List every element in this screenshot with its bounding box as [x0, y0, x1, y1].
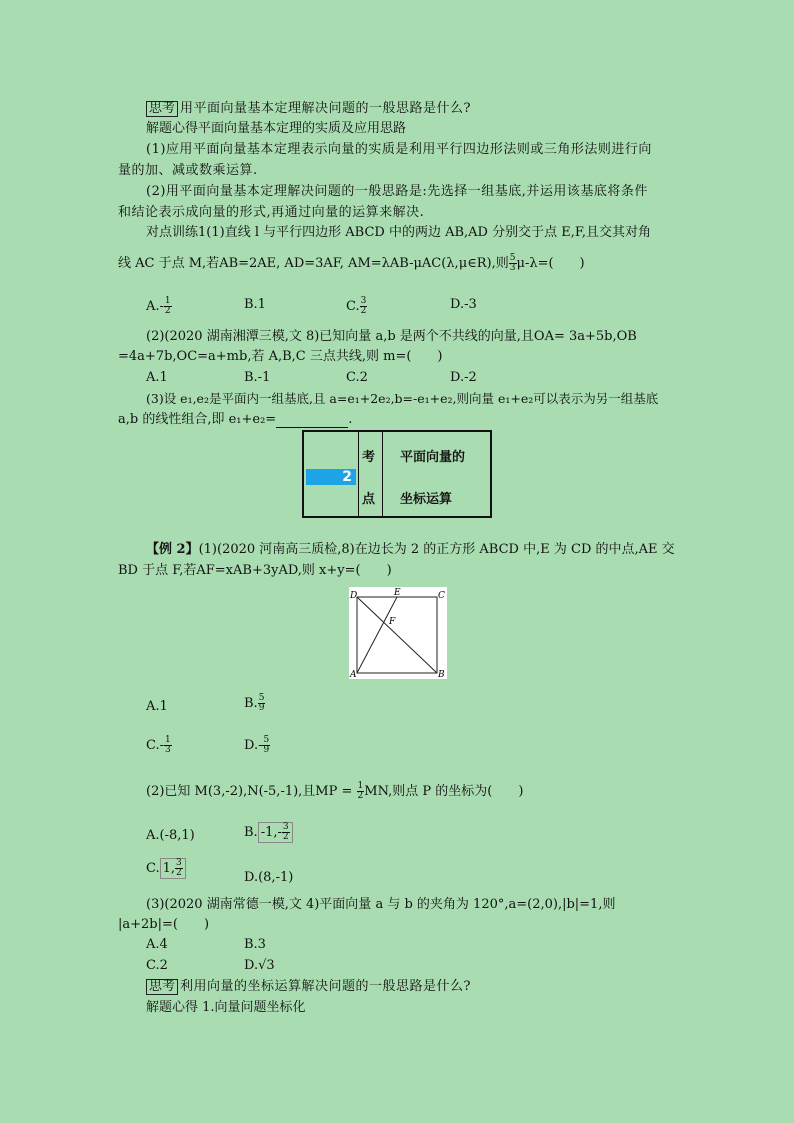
drill-q2-opt-a: A.1 — [146, 370, 168, 385]
drill-q3b: a,b 的线性组合,即 e₁+e₂= — [118, 412, 277, 427]
drill-q1-line2 — [118, 254, 698, 273]
para-1b: 量的加、减或数乘运算. — [118, 163, 258, 178]
drill-q1-opt-d: D.-3 — [450, 297, 477, 312]
para-1: (1)应用平面向量基本定理表示向量的实质是利用平行四边形法则或三角形法则进行向 — [146, 142, 652, 157]
ex2-q2: (2)已知 M(3,-2),N(-5,-1),且MP = $\frac{1}{2}$ MN,则点 P 的坐标为( ) — [146, 781, 524, 801]
kaodian-box — [302, 430, 492, 518]
drill-q1a: 1(1)直线 l 与平行四边形 ABCD 中的两边 AB,AD 分别交于点 E,F,且交其对角 — [198, 225, 651, 240]
ex2-q1-line1 — [146, 541, 698, 558]
ex2-q2-opt-a: A.(-8,1) — [146, 828, 195, 843]
frac-5-3: $\frac{5}{3}$ — [509, 253, 516, 273]
square-figure — [349, 587, 447, 679]
think-question-1 — [146, 100, 698, 117]
ex2-q2-opt-d: D.(8,-1) — [244, 870, 294, 885]
kaodian-k1: 考 — [362, 450, 376, 465]
label-A: A — [350, 670, 357, 679]
ex2-q1-line2: BD 于点 F,若AF=xAB+3yAD,则 x+y=( ) — [118, 563, 392, 578]
label-F: F — [389, 617, 396, 627]
drill-q1-line1 — [146, 224, 698, 241]
drill-q2-opt-c: C.2 — [346, 370, 368, 385]
xinde-title-1: 解题心得平面向量基本定理的实质及应用思路 — [146, 121, 407, 136]
ex2-q3-opt-c: C.2 — [146, 958, 168, 973]
drill-q1b-post: μ-λ=( ) — [516, 256, 585, 271]
drill-q3-line1: (3)设 e₁,e₂是平面内一组基底,且 a=e₁+2e₂,b=-e₁+e₂,则向量 e₁+e₂可以表示为另一组基底 — [146, 391, 659, 406]
ex2-q1-opt-a: A.1 — [146, 699, 168, 714]
ex2-q1a: (1)(2020 河南高三质检,8)在边长为 2 的正方形 ABCD 中,E 为 CD 的中点,AE 交 — [198, 542, 675, 557]
drill-q1b-eq: AB=2AE, AD=3AF, AM=λAB-μAC(λ,μ∈R),则 — [219, 256, 509, 271]
drill-q1-opt-b: B.1 — [244, 297, 266, 312]
ex2-q3-opt-a: A.4 — [146, 937, 168, 952]
drill-q1-opt-c: C. $\frac{3}{2}$ — [346, 296, 367, 316]
label-E: E — [394, 588, 401, 598]
drill-q2-line2: =4a+7b,OC=a+mb,若 A,B,C 三点共线,则 m=( ) — [118, 349, 443, 364]
drill-q3-line2: a,b 的线性组合,即 e₁+e₂= . — [118, 412, 353, 427]
ex2-q3-line2: |a+2b|=( ) — [118, 917, 210, 932]
think-tag: 思考 — [146, 101, 178, 117]
para-2: (2)用平面向量基本定理解决问题的一般思路是:先选择一组基底,并运用该基底将条件 — [146, 184, 648, 199]
label-B: B — [438, 670, 445, 679]
label-D: D — [350, 591, 358, 601]
answer-blank — [276, 415, 348, 428]
drill-q2-line1: (2)(2020 湖南湘潭三模,文 8)已知向量 a,b 是两个不共线的向量,且OA= 3a+5b,OB — [146, 329, 637, 344]
ex2-q2-opt-c: C. 1, $\frac{3}{2}$ — [146, 858, 186, 879]
drill-q2-opt-b: B.-1 — [244, 370, 271, 385]
ex2-head: 【例 2】 — [146, 542, 199, 557]
para-2b: 和结论表示成向量的形式,再通过向量的运算来解决. — [118, 205, 425, 220]
kaodian-badge: 2 — [306, 469, 356, 485]
kaodian-title-1: 平面向量的 — [400, 450, 466, 465]
think-tag-2: 思考 — [146, 979, 178, 995]
ex2-q3-opt-d: D.√3 — [244, 958, 275, 973]
label-C: C — [438, 591, 445, 601]
ex2-q1-opt-d: D.- $\frac{5}{9}$ — [244, 735, 270, 755]
ex2-q1-opt-c: C.- $\frac{1}{3}$ — [146, 735, 171, 755]
ex2-q3-opt-b: B.3 — [244, 937, 266, 952]
drill-q1-opt-a: A.- $\frac{1}{2}$ — [146, 296, 171, 316]
drill-q1b-pre: 线 AC 于点 M,若 — [118, 256, 220, 271]
think-question-2 — [146, 978, 698, 995]
kaodian-k2: 点 — [362, 492, 376, 507]
ex2-q2-opt-b: B. -1,- $\frac{3}{2}$ — [244, 822, 293, 843]
ex2-q1-opt-b: B. $\frac{5}{9}$ — [244, 693, 265, 713]
xinde-title-2: 解题心得 1.向量问题坐标化 — [146, 1000, 306, 1015]
think-text: 用平面向量基本定理解决问题的一般思路是什么? — [180, 101, 471, 116]
think-text-2: 利用向量的坐标运算解决问题的一般思路是什么? — [180, 979, 471, 994]
drill-q2-opt-d: D.-2 — [450, 370, 477, 385]
kaodian-title-2: 坐标运算 — [400, 492, 453, 507]
ex2-q3-line1: (3)(2020 湖南常德一模,文 4)平面向量 a 与 b 的夹角为 120°,a=(2,0),|b|=1,则 — [146, 897, 616, 912]
drill-lead: 对点训练 — [146, 225, 199, 240]
